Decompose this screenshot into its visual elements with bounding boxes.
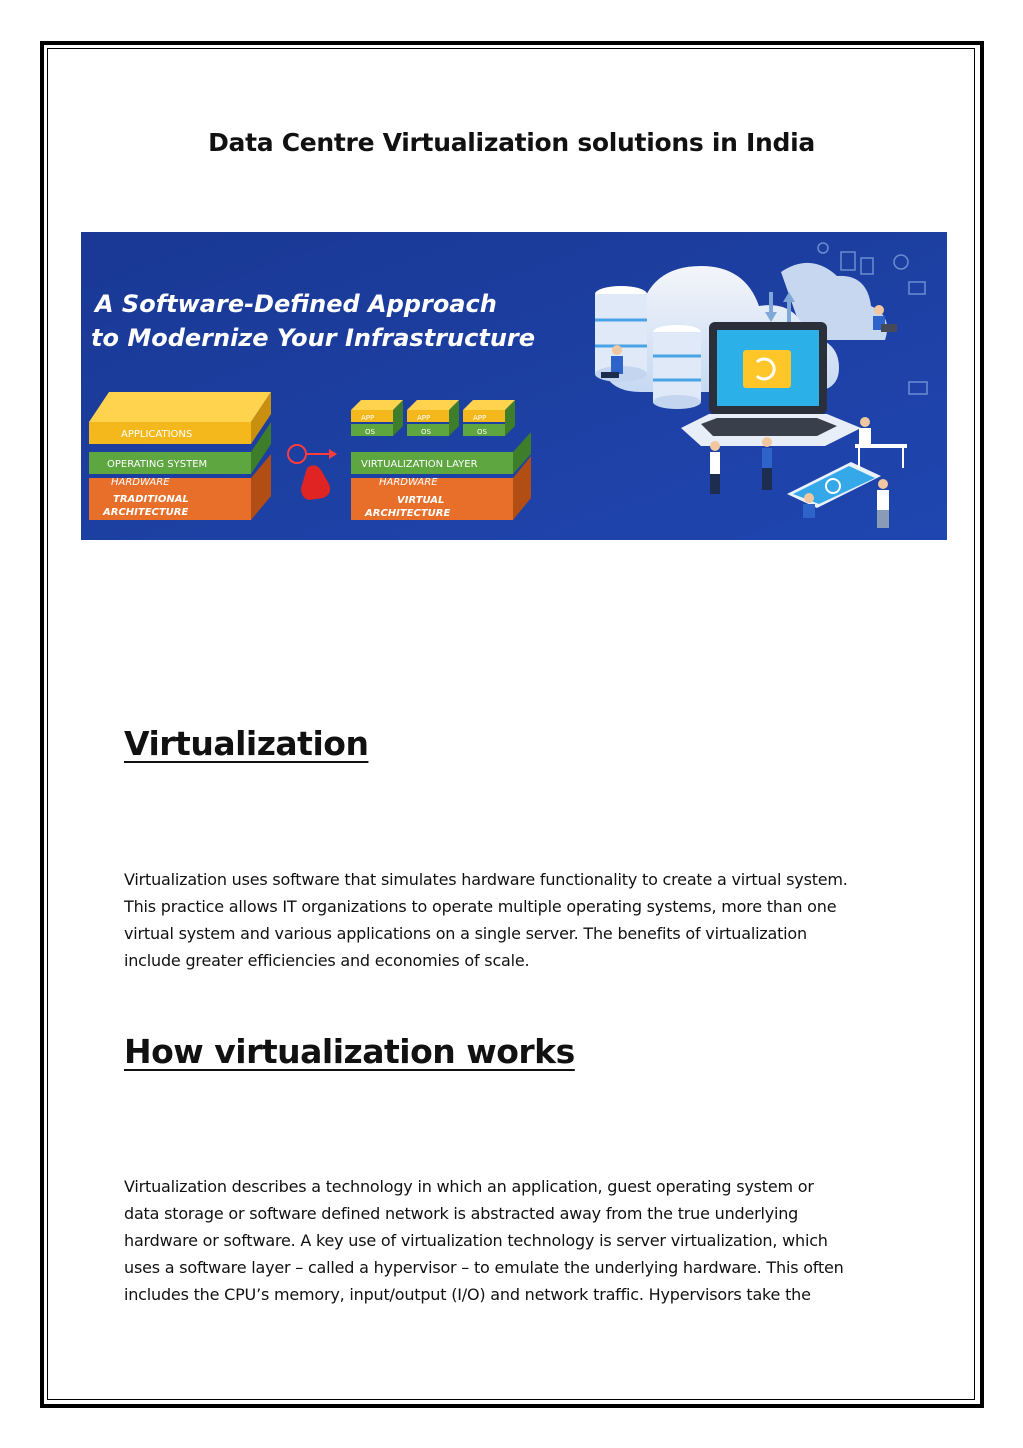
paragraph-line: hardware or software. A key use of virtualization technology is server virtualization, which [124,1231,828,1250]
person-icon-2 [710,441,720,494]
paragraph-line: Virtualization describes a technology in which an application, guest operating system or [124,1177,814,1196]
traditional-os-label: OPERATING SYSTEM [107,459,208,470]
paragraph-line: includes the CPU’s memory, input/output (I/O) and network traffic. Hypervisors take the [124,1285,811,1304]
paragraph-line: uses a software layer – called a hypervisor – to emulate the underlying hardware. This often [124,1258,844,1277]
app-label-3: APP [473,414,487,422]
person-icon-7 [803,493,815,518]
traditional-label-1: TRADITIONAL [113,494,189,505]
traditional-applications-label: APPLICATIONS [121,429,193,440]
banner-headline-1: A Software-Defined Approach [95,290,497,318]
virtual-label-1: VIRTUAL [397,495,445,506]
virtual-architecture-stack [351,400,531,520]
traditional-label-2: ARCHITECTURE [103,507,189,518]
database-icon-2 [653,325,701,409]
paragraph-line: Virtualization uses software that simulates hardware functionality to create a virtual system. [124,870,848,889]
traditional-hardware-label: HARDWARE [111,477,170,488]
os-label-3: OS [477,428,487,436]
app-os-block-1 [351,400,403,436]
os-label-1: OS [365,428,375,436]
virtual-label-2: ARCHITECTURE [365,508,451,519]
paragraph-line: virtual system and various applications on a single server. The benefits of virtualization [124,924,807,943]
person-icon-6 [877,479,889,528]
app-label-2: APP [417,414,431,422]
virtual-hardware-label: HARDWARE [379,477,438,488]
traditional-architecture-stack [89,392,271,520]
person-icon-3 [762,437,772,490]
app-label-1: APP [361,414,375,422]
banner-headline-2: to Modernize Your Infrastructure [91,324,536,352]
section-paragraph-how-it-works [124,1173,914,1308]
paragraph-line: This practice allows IT organizations to operate multiple operating systems, more than one [124,897,837,916]
os-label-2: OS [421,428,431,436]
virtualization-layer-label: VIRTUALIZATION LAYER [361,459,478,470]
paragraph-line: include greater efficiencies and economies of scale. [124,951,530,970]
section-heading-virtualization: Virtualization [124,724,369,763]
section-heading-how-virtualization-works: How virtualization works [124,1032,575,1071]
app-os-block-3 [463,400,515,436]
banner-image [81,232,947,540]
paragraph-line: data storage or software defined network is abstracted away from the true underlying [124,1204,799,1223]
section-paragraph-virtualization [124,866,914,974]
document-title: Data Centre Virtualization solutions in India [208,128,815,157]
app-os-block-2 [407,400,459,436]
